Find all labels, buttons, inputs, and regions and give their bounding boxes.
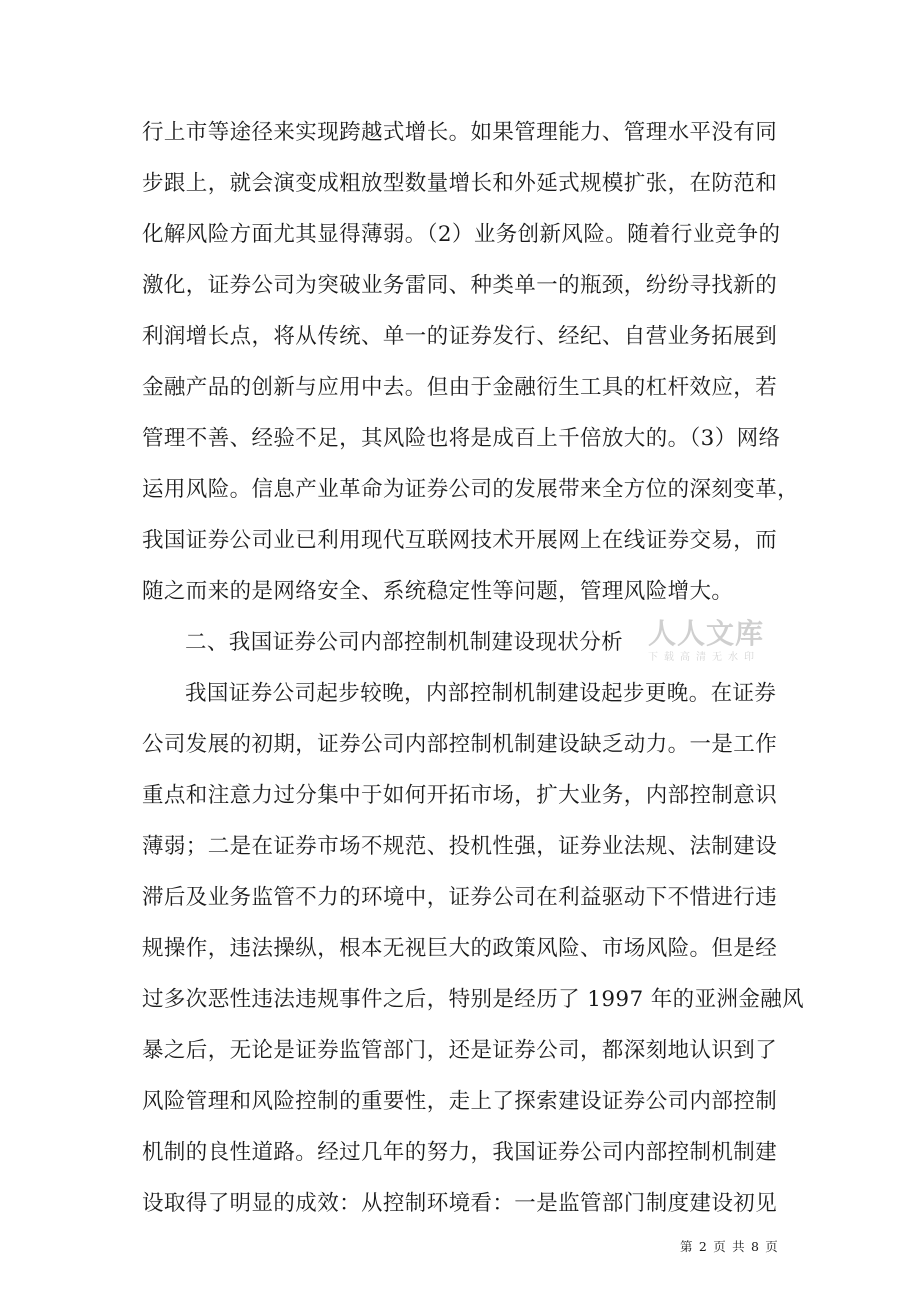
body-text-line: 规操作，违法操纵，根本无视巨大的政策风险、市场风险。但是经 <box>142 936 778 961</box>
body-text-line: 随之而来的是网络安全、系统稳定性等问题，管理风险增大。 <box>142 579 734 604</box>
body-text-line: 化解风险方面尤其显得薄弱。（2）业务创新风险。随着行业竞争的 <box>142 222 781 247</box>
page-number: 第 2 页 共 8 页 <box>680 1239 779 1254</box>
body-text-line: 行上市等途径来实现跨越式增长。如果管理能力、管理水平没有同 <box>142 120 778 145</box>
body-text-line: 我国证券公司起步较晚，内部控制机制建设起步更晚。在证券 <box>185 681 777 706</box>
body-text-line: 金融产品的创新与应用中去。但由于金融衍生工具的杠杆效应，若 <box>142 375 778 400</box>
body-text-line: 暴之后，无论是证券监管部门，还是证券公司，都深刻地认识到了 <box>142 1038 778 1063</box>
watermark-logo <box>648 618 788 664</box>
body-text-line: 滞后及业务监管不力的环境中，证券公司在利益驱动下不惜进行违 <box>142 885 778 910</box>
body-text-line: 重点和注意力过分集中于如何开拓市场，扩大业务，内部控制意识 <box>142 783 778 808</box>
body-text-line: 过多次恶性违法违规事件之后，特别是经历了 1997 年的亚洲金融风 <box>142 987 805 1012</box>
body-text-line: 设取得了明显的成效：从控制环境看：一是监管部门制度建设初见 <box>142 1191 778 1216</box>
body-text-line: 我国证券公司业已利用现代互联网技术开展网上在线证券交易，而 <box>142 528 778 553</box>
body-text-line: 风险管理和风险控制的重要性，走上了探索建设证券公司内部控制 <box>142 1089 778 1114</box>
section-heading: 二、我国证券公司内部控制机制建设现状分析 <box>185 630 624 655</box>
watermark-title: 人人文库 <box>648 617 765 650</box>
body-text-line: 公司发展的初期，证券公司内部控制机制建设缺乏动力。一是工作 <box>142 732 778 757</box>
body-text-line: 薄弱；二是在证券市场不规范、投机性强，证券业法规、法制建设 <box>142 834 778 859</box>
body-text-line: 管理不善、经验不足，其风险也将是成百上千倍放大的。（3）网络 <box>142 426 781 451</box>
body-text-line: 机制的良性道路。经过几年的努力，我国证券公司内部控制机制建 <box>142 1140 778 1165</box>
body-text-line: 运用风险。信息产业革命为证券公司的发展带来全方位的深刻变革， <box>142 477 800 502</box>
watermark-subtitle: 下载高清无水印 <box>648 652 760 663</box>
body-text-line: 步跟上，就会演变成粗放型数量增长和外延式规模扩张，在防范和 <box>142 171 778 196</box>
body-text-line: 利润增长点，将从传统、单一的证券发行、经纪、自营业务拓展到 <box>142 324 778 349</box>
body-text-line: 激化，证券公司为突破业务雷同、种类单一的瓶颈，纷纷寻找新的 <box>142 273 778 298</box>
